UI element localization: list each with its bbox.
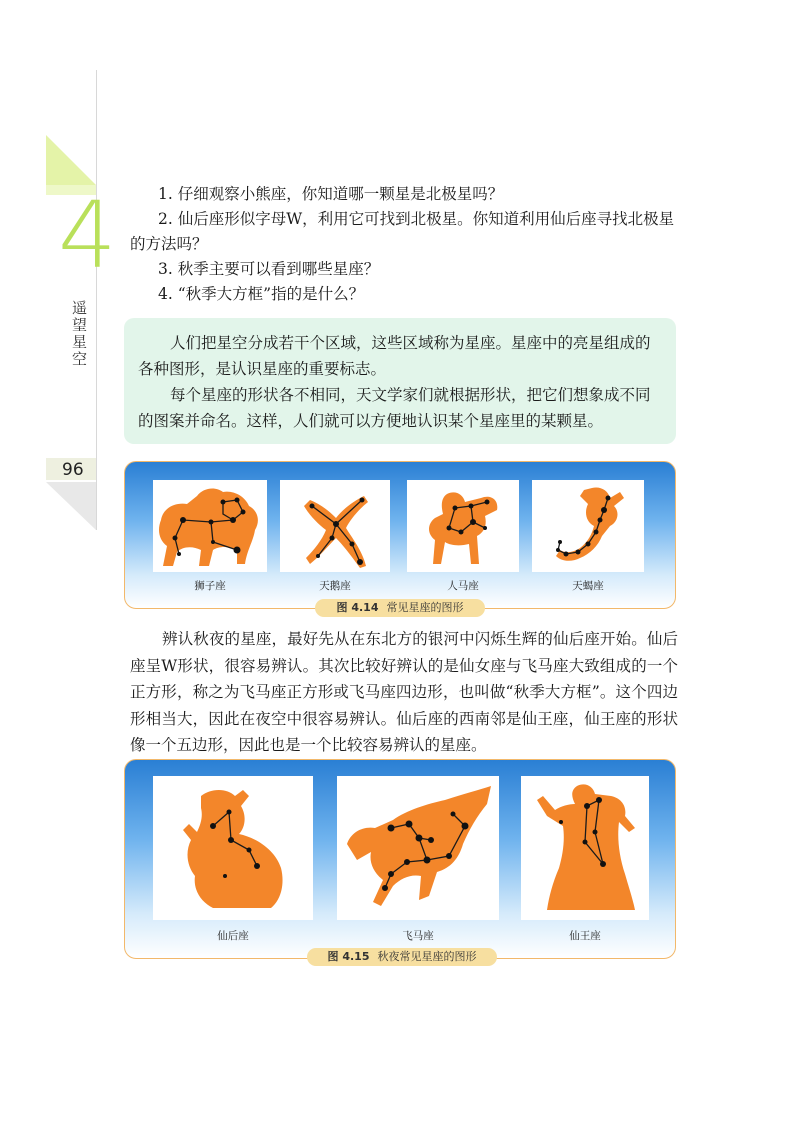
pegasus-illustration: [337, 776, 499, 920]
question-item: 3. 秋季主要可以看到哪些星座？: [158, 260, 380, 278]
scorpius-illustration: [532, 480, 644, 572]
figure-caption: [315, 599, 485, 617]
leo-label: 狮子座: [194, 580, 226, 592]
margin-divider: [96, 70, 97, 530]
sagittarius-illustration: [407, 480, 519, 572]
chapter-title: 遥望星空: [72, 299, 88, 368]
figure-4-15: [124, 759, 676, 963]
question-item: 2. 仙后座形似字母W，利用它可找到北极星。你知道利用仙后座寻找北极星的方法吗？: [130, 210, 675, 253]
body-text: [130, 626, 678, 759]
question-list: [130, 182, 675, 307]
cygnus-label: 天鹅座: [319, 580, 351, 592]
question-item: 1. 仔细观察小熊座，你知道哪一颗星是北极星吗？: [158, 185, 504, 203]
sagittarius-label: 人马座: [447, 580, 479, 592]
chapter-corner-tab: [46, 135, 96, 185]
figure-caption-text: 秋夜常见星座的图形: [377, 950, 477, 963]
pegasus-label: 飞马座: [402, 930, 434, 942]
cassiopeia-label: 仙后座: [217, 930, 249, 942]
cepheus-label: 仙王座: [569, 930, 601, 942]
figure-caption: [307, 948, 497, 966]
question-item: 4. “秋季大方框”指的是什么？: [158, 285, 365, 303]
figure-number: 图 4.14: [336, 601, 379, 614]
info-box: [124, 318, 676, 444]
cassiopeia-illustration: [153, 776, 313, 920]
scorpius-label: 天蝎座: [572, 580, 604, 592]
body-paragraph: 辨认秋夜的星座，最好先从在东北方的银河中闪烁生辉的仙后座开始。仙后座呈W形状，很容易辨认。其次比较好辨认的是仙女座与飞马座大致组成的一个正方形，称之为飞马座正方形或飞马座四边形，也叫做“秋季大方框”。这个四边形相当大，因此在夜空中很容易辨认。仙后座的西南邻是仙王座，仙王座的形状像一个五边形，因此也是一个比较容易辨认的星座。: [130, 630, 678, 754]
figure-4-14: [124, 461, 676, 614]
chapter-number: 4: [58, 182, 117, 289]
cepheus-illustration: [521, 776, 649, 920]
figure-number: 图 4.15: [327, 950, 370, 963]
page-number: 96: [62, 460, 84, 480]
figure-caption-text: 常见星座的图形: [386, 601, 464, 614]
leo-illustration: [153, 480, 267, 572]
page-corner-fold: [46, 482, 96, 530]
info-paragraph: 人们把星空分成若干个区域，这些区域称为星座。星座中的亮星组成的各种图形，是认识星座的重要标志。: [138, 334, 651, 378]
cygnus-illustration: [280, 480, 390, 572]
info-paragraph: 每个星座的形状各不相同，天文学家们就根据形状，把它们想象成不同的图案并命名。这样，人们就可以方便地认识某个星座里的某颗星。: [138, 386, 651, 430]
